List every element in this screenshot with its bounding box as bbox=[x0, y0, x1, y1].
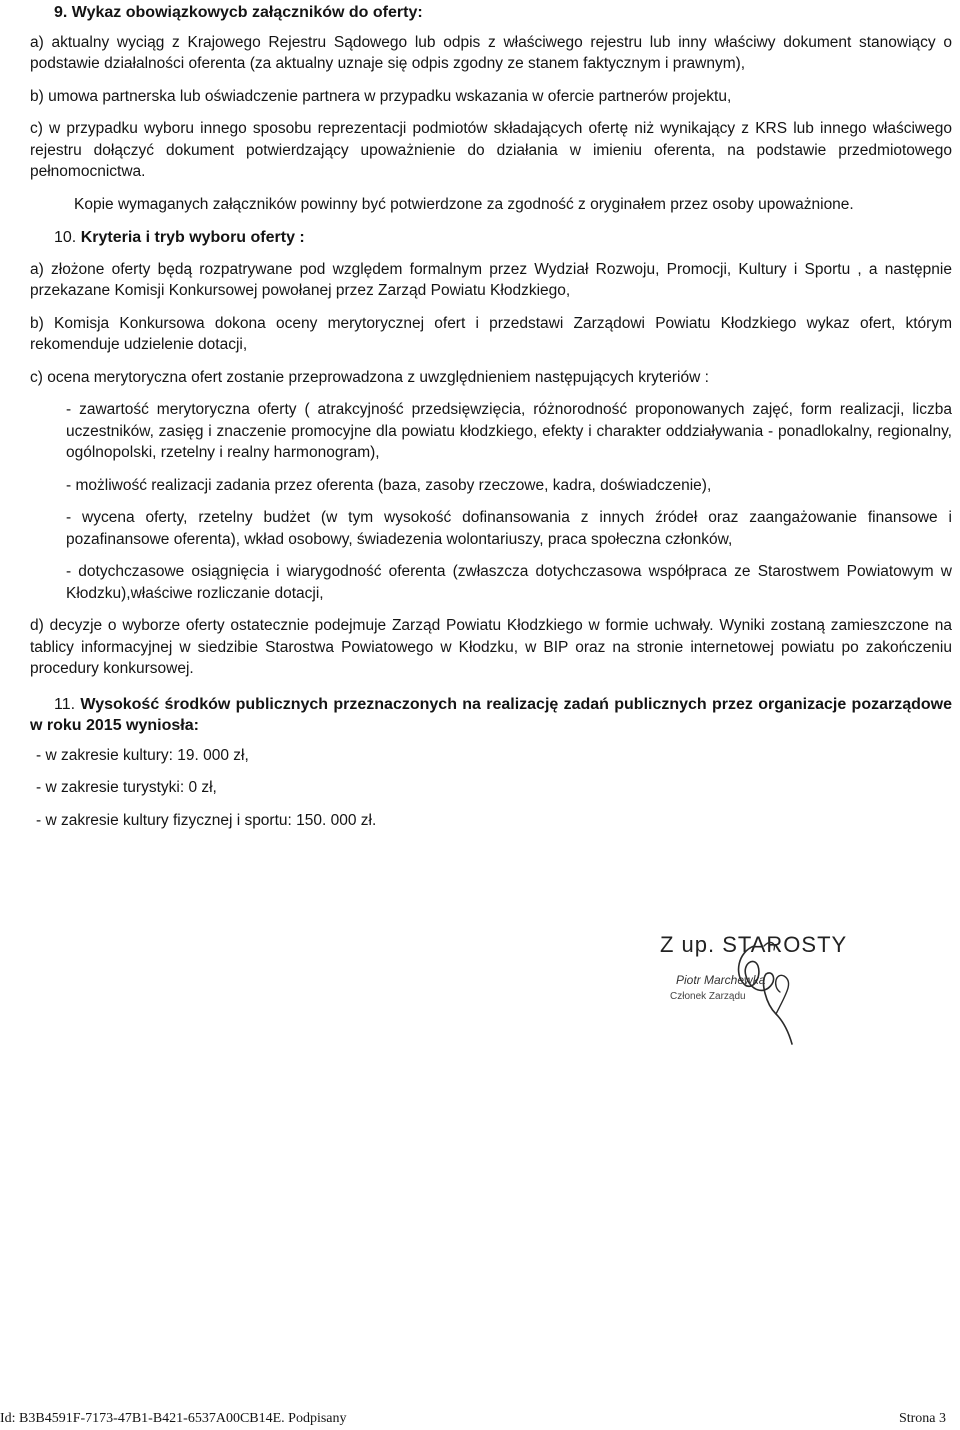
criterion-content: - zawartość merytoryczna oferty ( atrakcyjność przedsięwzięcia, różnorodność proponowanych zajęć, form realizacji, liczba uczestników, zasięg i znaczenie promocyjne dla powiatu kłodzkiego, efekty i charakter oddziaływania - ponadlokalny, regionalny, ogólnopolski, rzetelny i realny harmonogram), bbox=[66, 401, 952, 461]
section-10-heading bbox=[54, 227, 952, 249]
signature-role: Członek Zarządu bbox=[670, 991, 746, 1002]
signature-stamp bbox=[626, 934, 926, 1084]
document-id: Id: B3B4591F-7173-47B1-B421-6537A00CB14E. Podpisany bbox=[0, 1411, 347, 1426]
section-9-heading: 9. Wykaz obowiązkowycb załączników do oferty: bbox=[54, 4, 423, 21]
page-number: Strona 3 bbox=[898, 1411, 946, 1426]
fund-culture: - w zakresie kultury: 19. 000 zł, bbox=[36, 746, 249, 764]
section-9-item-b: b) umowa partnerska lub oświadczenie partnera w przypadku wskazania w ofercie partnerów projektu, bbox=[30, 87, 732, 105]
criterion-history: - dotychczasowe osiągnięcia i wiarygodność oferenta (zwłaszcza dotychczasowa współpraca ze Starostwem Powiatowym w Kłodzku),właściwe rozliczanie dotacji, bbox=[66, 563, 952, 602]
section-10-item-c: c) ocena merytoryczna ofert zostanie przeprowadzona z uwzględnieniem następujących kryteriów : bbox=[30, 368, 709, 386]
section-9-item-a: a) aktualny wyciąg z Krajowego Rejestru Sądowego lub odpis z właściwego rejestru lub inny właściwy dokument stanowiący o podstawie działalności oferenta (za aktualny uznaje się odpis zgodny ze stanem faktycznym i prawnym), bbox=[30, 33, 952, 72]
section-10-item-b: b) Komisja Konkursowa dokona oceny merytorycznej ofert i przedstawi Zarządowi Powiatu Kłodzkiego wykaz ofert, którym rekomenduje udzielenie dotacji, bbox=[30, 314, 952, 353]
section-10-item-d: d) decyzje o wyborze oferty ostatecznie podejmuje Zarząd Powiatu Kłodzkiego w formie uchwały. Wyniki zostaną zamieszczone na tablicy informacyjnej w siedzibie Starostwa Powiatowego w Kłodzku, w BIP oraz na stronie internetowej powiatu po zakończeniu procedury konkursowej. bbox=[30, 617, 952, 677]
signature-name: Piotr Marchewka bbox=[676, 973, 766, 987]
section-10-item-a: a) złożone oferty będą rozpatrywane pod względem formalnym przez Wydział Rozwoju, Promocji, Kultury i Sportu , a następnie przekazane Komisji Konkursowej powołanej przez Zarząd Powiatu Kłodzkiego, bbox=[30, 260, 952, 299]
section-11-heading bbox=[30, 694, 952, 737]
section-10-title: Kryteria i tryb wyboru oferty : bbox=[80, 229, 305, 246]
section-11-number: 11. bbox=[54, 695, 76, 713]
signature-title: Z up. STAROSTY bbox=[660, 932, 848, 957]
section-9-item-c: c) w przypadku wyboru innego sposobu reprezentacji podmiotów składających ofertę niż wynikający z KRS lub innego właściwego rejestru dołączyć dokument potwierdzający upoważnienie do działania w imieniu oferenta, na podstawie przedmiotowego pełnomocnictwa. bbox=[30, 120, 952, 180]
criterion-budget: - wycena oferty, rzetelny budżet (w tym wysokość dofinansowania z innych źródeł oraz zaangażowanie finansowe i pozafinansowe oferenta), wkład osobowy, świadezenia wolontariuszy, praca społeczna członków, bbox=[66, 509, 952, 548]
fund-tourism: - w zakresie turystyki: 0 zł, bbox=[36, 779, 217, 796]
criterion-feasibility: - możliwość realizacji zadania przez oferenta (baza, zasoby rzeczowe, kadra, doświadczenie), bbox=[66, 476, 712, 494]
section-11-title: Wysokość środków publicznych przeznaczonych na realizację zadań publicznych przez organizacje pozarządowe w roku 2015 wyniosła: bbox=[30, 695, 953, 734]
section-9-note: Kopie wymaganych załączników powinny być potwierdzone za zgodność z oryginałem przez osoby upoważnione. bbox=[74, 195, 854, 213]
section-10-number: 10. bbox=[54, 229, 77, 246]
fund-sport: - w zakresie kultury fizycznej i sportu: 150. 000 zł. bbox=[36, 811, 377, 829]
handwritten-signature-icon bbox=[626, 934, 846, 1084]
